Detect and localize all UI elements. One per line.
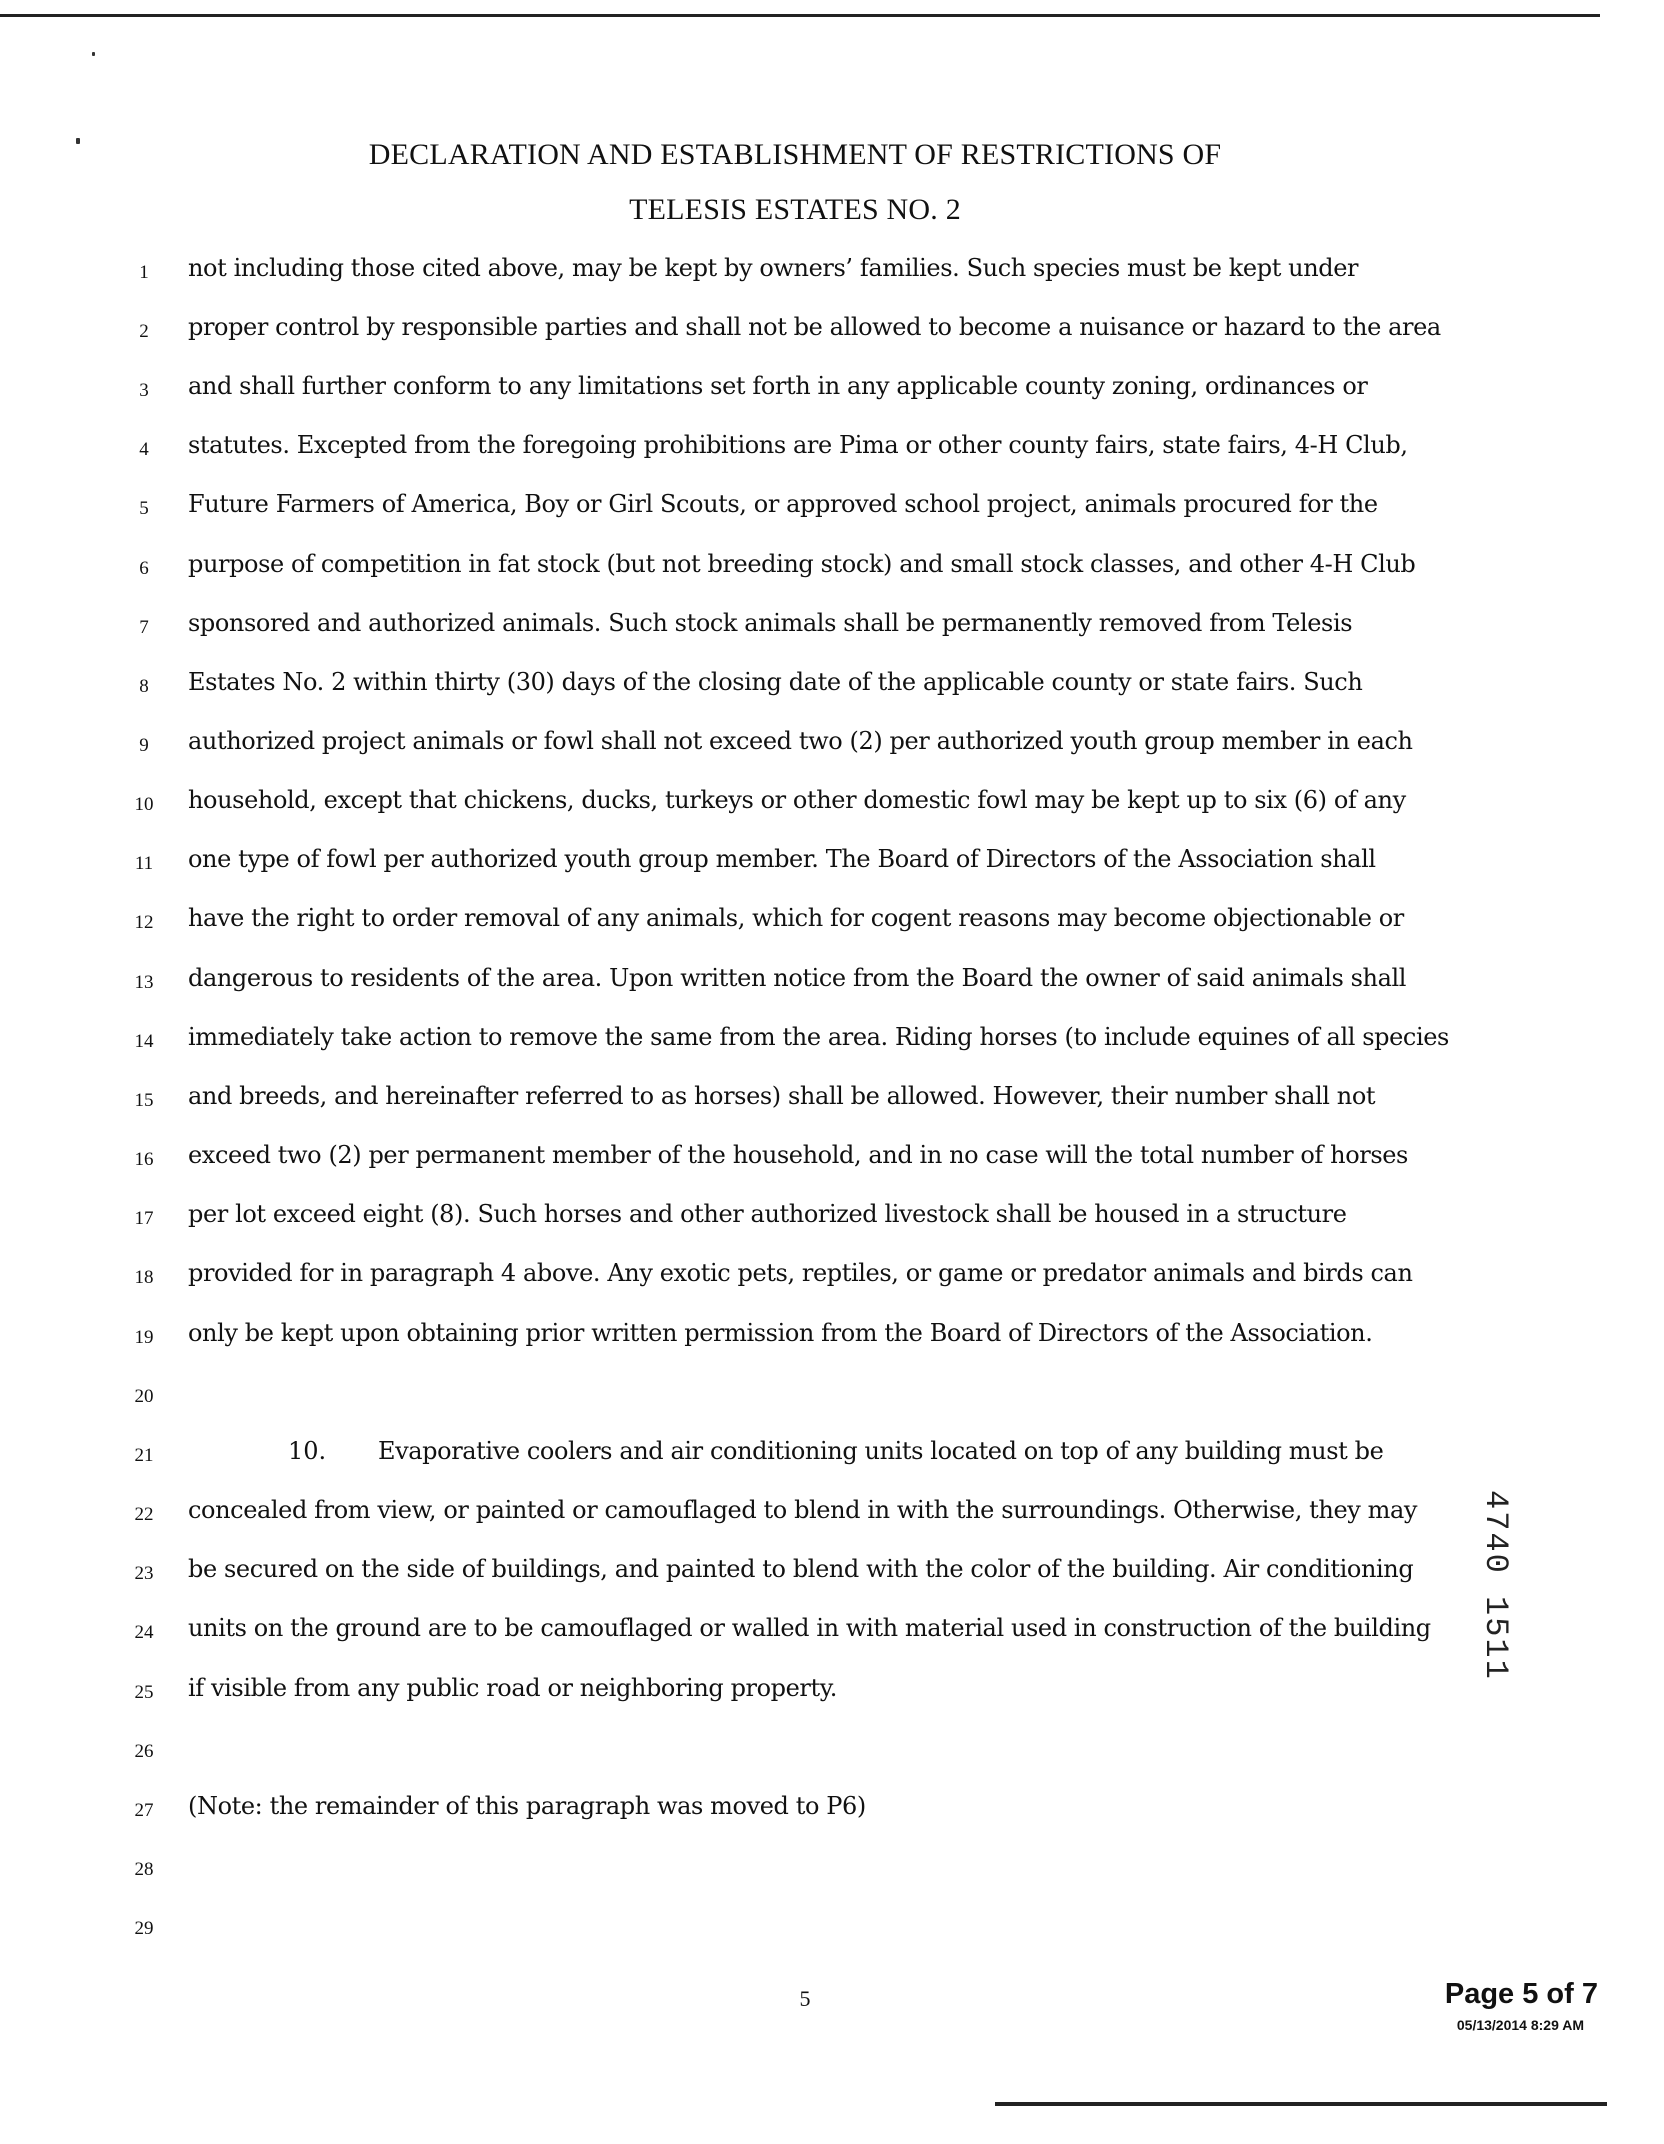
numbered-line [0, 666, 1600, 706]
scan-speck [92, 52, 95, 56]
document-title-line-2: TELESIS ESTATES NO. 2 [629, 193, 961, 226]
numbered-line [0, 1849, 1600, 1889]
numbered-line [0, 252, 1600, 292]
line-number: 20 [134, 1386, 154, 1407]
line-number: 28 [134, 1859, 154, 1880]
numbered-line [0, 902, 1600, 942]
line-text: be secured on the side of buildings, and painted to blend with the color of the building. Air conditioning [188, 1555, 1414, 1583]
line-text: exceed two (2) per permanent member of the household, and in no case will the total number of horses [188, 1141, 1408, 1169]
numbered-line [0, 429, 1600, 469]
document-title-line-1: DECLARATION AND ESTABLISHMENT OF RESTRICTIONS OF [368, 138, 1222, 171]
numbered-line [0, 1553, 1600, 1593]
line-number: 14 [134, 1031, 154, 1052]
top-rule [0, 14, 1600, 17]
line-text: sponsored and authorized animals. Such stock animals shall be permanently removed from Telesis [188, 609, 1353, 637]
line-text: statutes. Excepted from the foregoing prohibitions are Pima or other county fairs, state fairs, 4-H Club, [188, 431, 1408, 459]
line-number: 21 [134, 1445, 154, 1466]
line-text: purpose of competition in fat stock (but not breeding stock) and small stock classes, and other 4-H Club [188, 550, 1416, 578]
line-number: 9 [139, 735, 149, 756]
line-number: 10 [134, 794, 154, 815]
numbered-line [0, 607, 1600, 647]
numbered-line [0, 1317, 1600, 1357]
line-text: Estates No. 2 within thirty (30) days of the closing date of the applicable county or state fairs. Such [188, 668, 1363, 696]
line-number: 23 [134, 1563, 154, 1584]
paragraph-number: 10. [288, 1437, 327, 1465]
line-text: provided for in paragraph 4 above. Any exotic pets, reptiles, or game or predator animals and birds can [188, 1259, 1413, 1287]
line-text: concealed from view, or painted or camouflaged to blend in with the surroundings. Otherwise, they may [188, 1496, 1418, 1524]
line-number: 11 [134, 853, 154, 874]
line-text: and shall further conform to any limitations set forth in any applicable county zoning, ordinances or [188, 372, 1368, 400]
numbered-line [0, 1790, 1600, 1830]
line-number: 8 [139, 676, 149, 697]
numbered-line [0, 1612, 1600, 1652]
line-number: 5 [139, 498, 149, 519]
line-number: 27 [134, 1800, 154, 1821]
numbered-line [0, 1494, 1600, 1534]
line-text: household, except that chickens, ducks, turkeys or other domestic fowl may be kept up to six (6) of any [188, 786, 1406, 814]
line-text: Future Farmers of America, Boy or Girl Scouts, or approved school project, animals procured for the [188, 490, 1378, 518]
numbered-line [0, 548, 1600, 588]
line-number: 12 [134, 912, 154, 933]
line-text: Evaporative coolers and air conditioning units located on top of any building must be [378, 1437, 1384, 1465]
page-number: 5 [799, 1986, 811, 2011]
line-text: if visible from any public road or neighboring property. [188, 1674, 837, 1702]
line-text: proper control by responsible parties and shall not be allowed to become a nuisance or hazard to the area [188, 313, 1441, 341]
line-number: 13 [134, 972, 154, 993]
numbered-line [0, 1257, 1600, 1297]
line-text: one type of fowl per authorized youth group member. The Board of Directors of the Association shall [188, 845, 1376, 873]
line-text: (Note: the remainder of this paragraph was moved to P6) [188, 1792, 866, 1820]
line-number: 15 [134, 1090, 154, 1111]
numbered-line [0, 1376, 1600, 1416]
numbered-line [0, 1731, 1600, 1771]
line-number: 17 [134, 1208, 154, 1229]
line-number: 19 [134, 1327, 154, 1348]
numbered-line [0, 488, 1600, 528]
numbered-line [0, 1435, 1600, 1475]
line-number: 25 [134, 1682, 154, 1703]
line-number: 3 [139, 380, 149, 401]
line-text: immediately take action to remove the same from the area. Riding horses (to include equines of all species [188, 1023, 1449, 1051]
line-number: 22 [134, 1504, 154, 1525]
line-text: authorized project animals or fowl shall not exceed two (2) per authorized youth group member in each [188, 727, 1413, 755]
numbered-line [0, 1021, 1600, 1061]
page-count-stamp: Page 5 of 7 [1444, 1978, 1598, 2010]
numbered-line [0, 370, 1600, 410]
line-number: 2 [139, 321, 149, 342]
line-text: units on the ground are to be camouflaged or walled in with material used in construction of the building [188, 1614, 1431, 1642]
numbered-line [0, 1908, 1600, 1948]
numbered-line [0, 1139, 1600, 1179]
line-number: 26 [134, 1741, 154, 1762]
line-text: not including those cited above, may be kept by owners’ families. Such species must be kept under [188, 254, 1359, 282]
line-text: have the right to order removal of any animals, which for cogent reasons may become objectionable or [188, 904, 1404, 932]
recording-docket-number: 4740 1511 [1477, 1490, 1514, 1681]
bottom-rule [995, 2102, 1607, 2106]
numbered-line [0, 784, 1600, 824]
numbered-line [0, 962, 1600, 1002]
line-number: 24 [134, 1622, 154, 1643]
numbered-line [0, 1672, 1600, 1712]
numbered-line [0, 311, 1600, 351]
line-number: 18 [134, 1267, 154, 1288]
numbered-line [0, 843, 1600, 883]
line-number: 16 [134, 1149, 154, 1170]
numbered-line [0, 1198, 1600, 1238]
line-number: 4 [139, 439, 149, 460]
line-number: 1 [139, 262, 149, 283]
line-text: only be kept upon obtaining prior written permission from the Board of Directors of the Association. [188, 1319, 1373, 1347]
line-text: per lot exceed eight (8). Such horses and other authorized livestock shall be housed in a structure [188, 1200, 1347, 1228]
print-datetime-stamp: 05/13/2014 8:29 AM [1456, 2017, 1584, 2033]
numbered-line [0, 1080, 1600, 1120]
line-text: dangerous to residents of the area. Upon written notice from the Board the owner of said animals shall [188, 964, 1407, 992]
line-number: 7 [139, 617, 149, 638]
line-number: 29 [134, 1918, 154, 1939]
numbered-line [0, 725, 1600, 765]
line-text: and breeds, and hereinafter referred to as horses) shall be allowed. However, their number shall not [188, 1082, 1376, 1110]
line-number: 6 [139, 558, 149, 579]
